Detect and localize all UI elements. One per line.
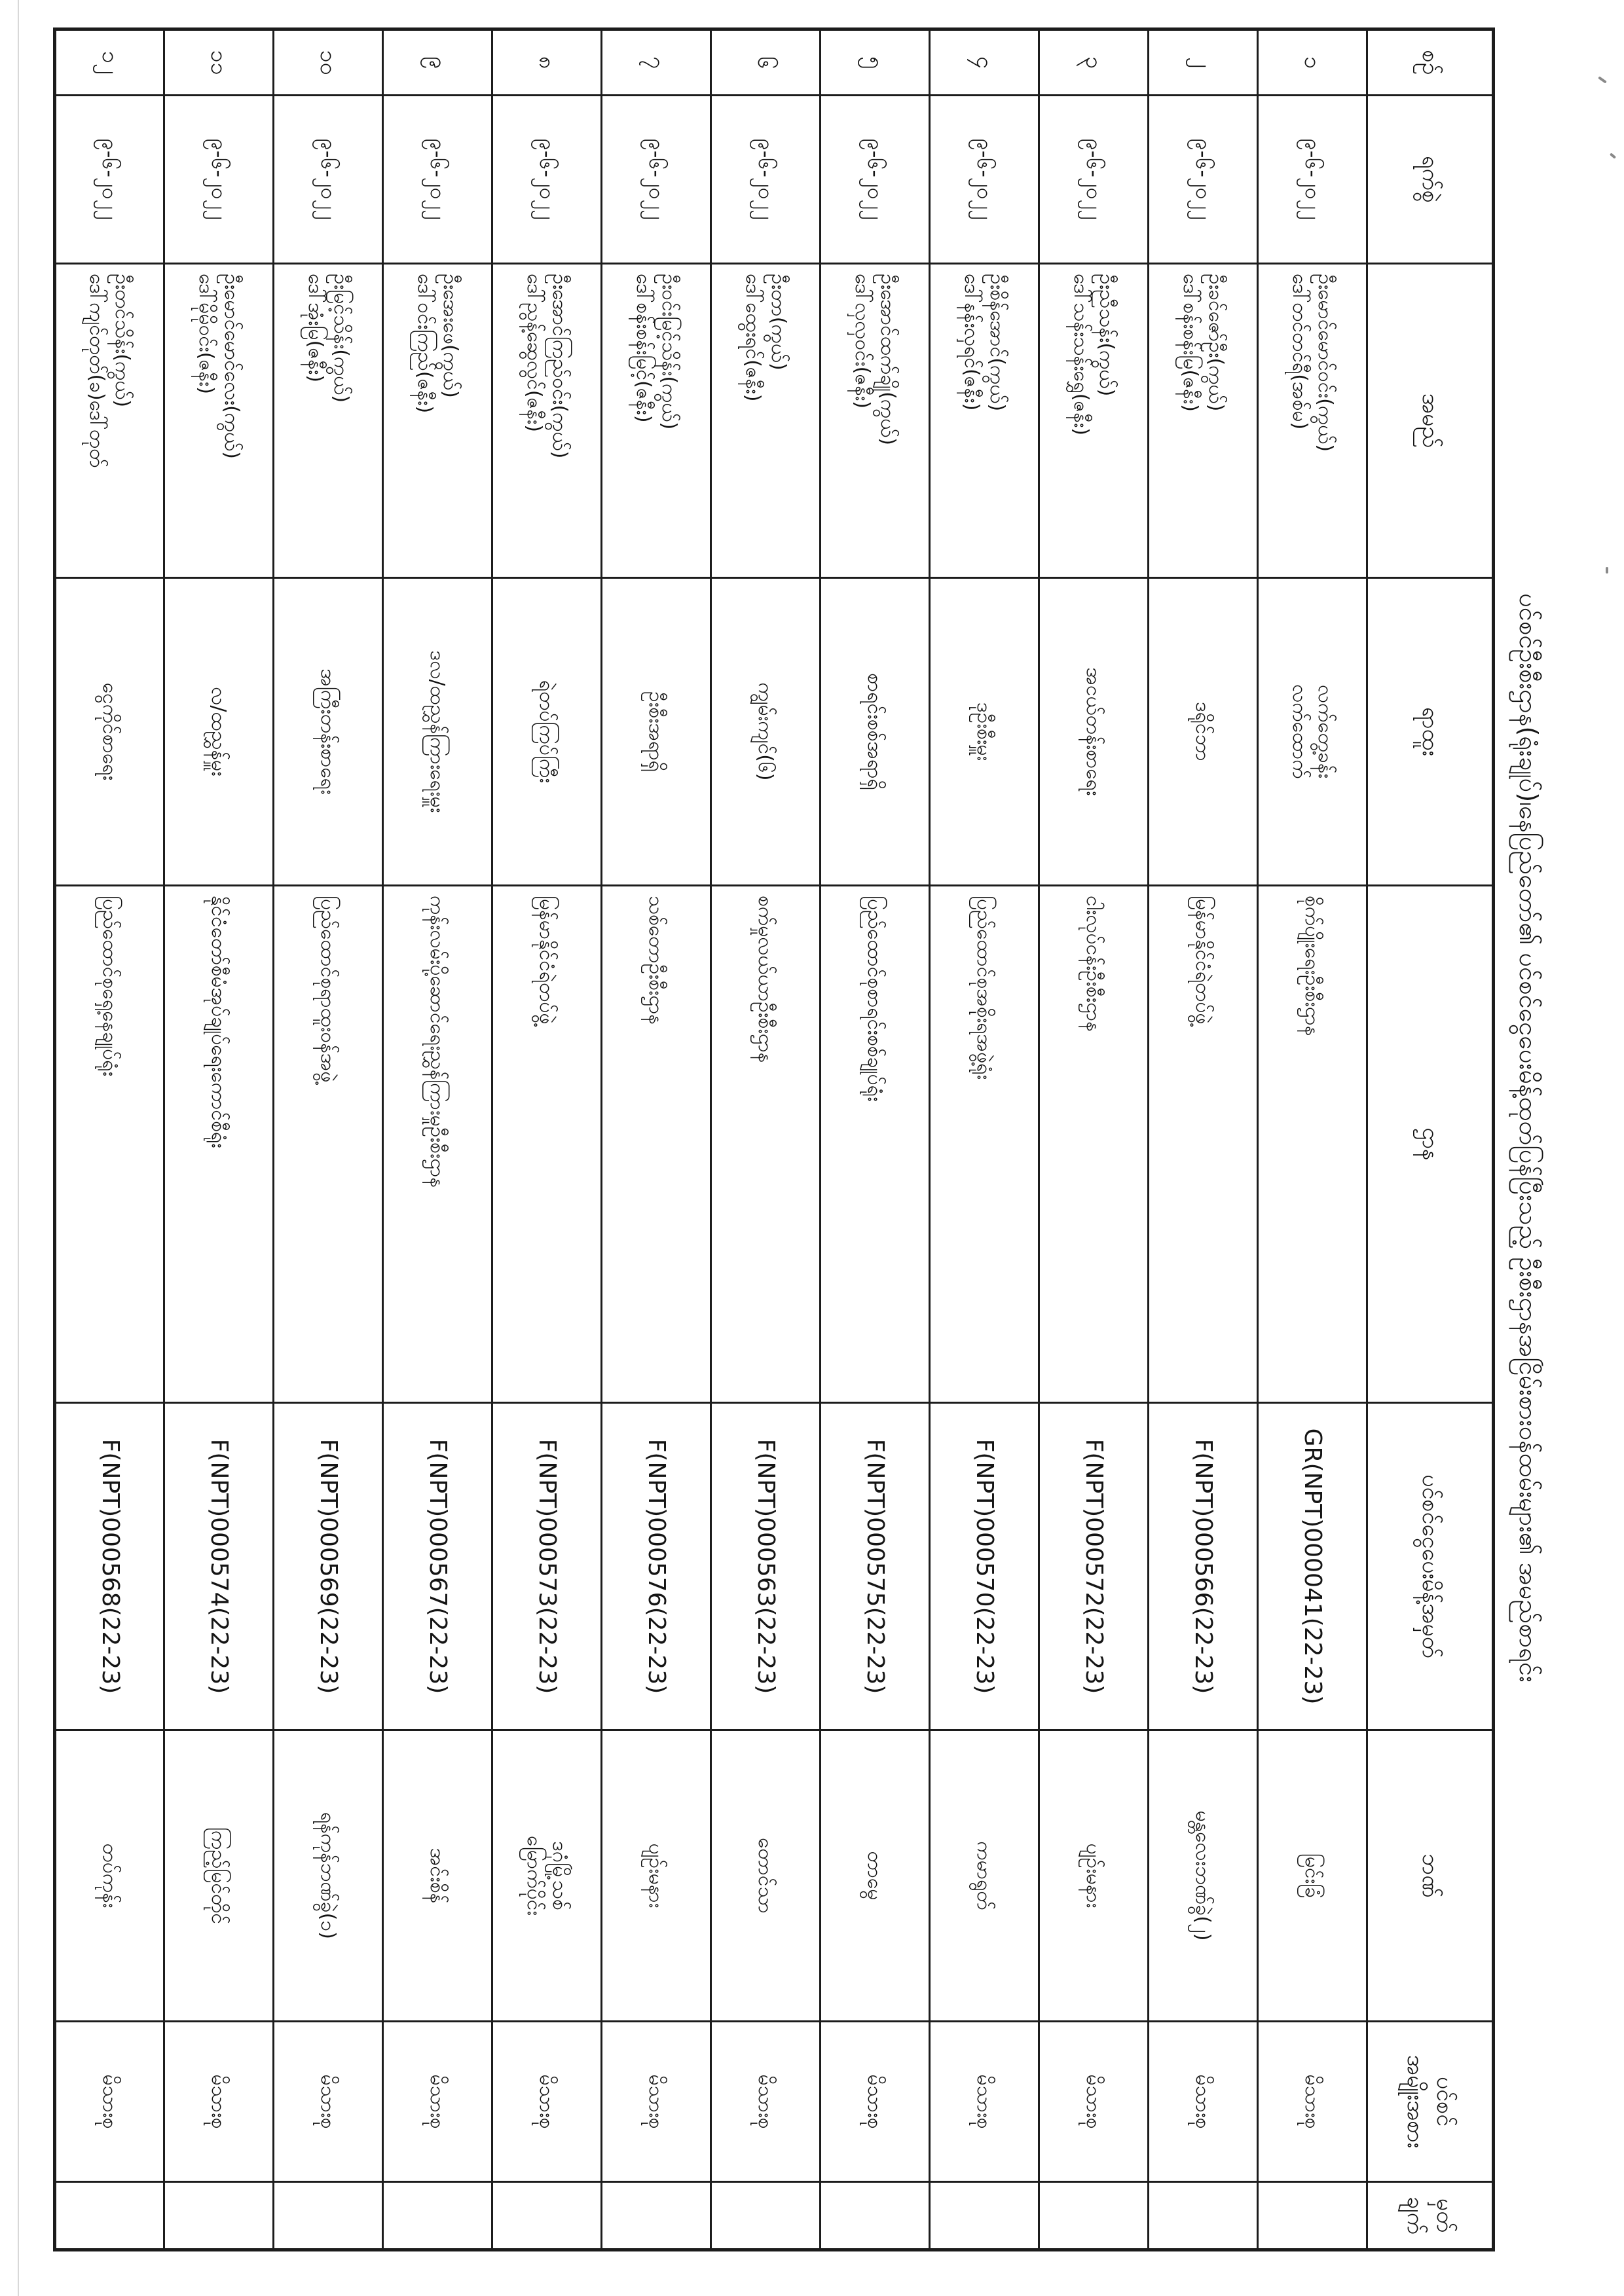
cell-pension_no: F(NPT)000563(22-23) (711, 1403, 821, 1730)
cell-serial: ၈ (492, 29, 602, 96)
cell-bank: တောင်သာ (711, 1730, 821, 2022)
table-row (1039, 29, 1149, 2250)
cell-remark (274, 2182, 383, 2250)
cell-pension_no: F(NPT)000572(22-23) (1039, 1403, 1149, 1730)
cell-department: ပြည်ထောင်စုစာရင်းစစ်ချုပ်ရုံး (821, 886, 930, 1403)
cell-pension_type: မိသားစု (602, 2022, 711, 2182)
header-row (1367, 29, 1494, 2250)
cell-serial: ၉ (383, 29, 492, 96)
cell-name: ဦးအေးဖေ(ကွယ်) ဒေါ်ဝင်းကြည်(ဇနီး) (383, 264, 492, 578)
table-row (930, 29, 1039, 2250)
cell-department: ကုန်းလမ်းပို့ဆောင်ရေးညွှန်ကြားမှုဦးစီးဌာန (383, 886, 492, 1403)
cell-remark (383, 2182, 492, 2250)
cell-pension_no: F(NPT)000566(22-23) (1149, 1403, 1258, 1730)
cell-pension_no: F(NPT)000567(22-23) (383, 1403, 492, 1730)
cell-bank: ဒဂုံမြို့သစ် မြောက်ပိုင်း (492, 1730, 602, 2022)
cell-pension_type: မိသားစု (55, 2022, 164, 2182)
cell-bank: မန္တလေးဘဏ်ခွဲ(၂) (1149, 1730, 1258, 2022)
cell-serial: ၂ (1149, 29, 1258, 96)
cell-name: ဦးတာ(ကွယ်) ဒေါ်ထွေးရင်(ဇနီး) (711, 264, 821, 578)
cell-bank: တာမွေ (821, 1730, 930, 2022)
scan-speck (1606, 567, 1608, 574)
cell-position: လက်တွေ့ခန်း လက်ထောက် (1258, 578, 1367, 886)
cell-remark (1258, 2182, 1367, 2250)
col-header-pension_no: ပင်စင်ငွေပေးမိန့်အမှတ် (1367, 1403, 1494, 1730)
cell-pension_type: မိသားစု (821, 2022, 930, 2182)
cell-pension_type: မိသားစု (1039, 2022, 1149, 2182)
cell-date: ၉-၆-၂၀၂၂ (164, 96, 274, 264)
rotated-landscape-content (39, 0, 1545, 2276)
cell-date: ၉-၆-၂၀၂၂ (1039, 96, 1149, 264)
cell-department: ပြည်ထောင်စုရှေ့နေချုပ်ရုံး (55, 886, 164, 1403)
cell-department: စက်မှုလယ်ယာဦးစီးဌာန (711, 886, 821, 1403)
scan-speck (1610, 153, 1616, 158)
cell-pension_type: မိသားစု (1149, 2022, 1258, 2182)
cell-bank: ကမာရွတ် (930, 1730, 1039, 2022)
table-row (274, 29, 383, 2250)
cell-remark (1039, 2182, 1149, 2250)
cell-date: ၉-၆-၂၀၂၂ (492, 96, 602, 264)
cell-bank: မြင်းခြံ (1258, 1730, 1367, 2022)
cell-position: ဒုဦးစီးမှူး (930, 578, 1039, 886)
cell-position: အငယ်တန်းစာရေး (1039, 578, 1149, 886)
cell-date: ၉-၆-၂၀၂၂ (274, 96, 383, 264)
cell-date: ၉-၆-၂၀၂၂ (55, 96, 164, 264)
col-header-remark: မှတ် ချက် (1367, 2182, 1494, 2250)
cell-position: အကြီးတန်းစာရေး (274, 578, 383, 886)
cell-serial: ၆ (711, 29, 821, 96)
table-row (492, 29, 602, 2250)
cell-pension_type: မိသားစု (930, 2022, 1039, 2182)
col-header-date: ရက်စွဲ (1367, 96, 1494, 264)
cell-department: နိုင်ငံတော်စီမံအုပ်ချုပ်ရေးကောင်စီရုံး (164, 886, 274, 1403)
cell-name: ဦးအောင်ကြည်ဝင်း(ကွယ်) ဒေါ်ညွန့်ဆွေလွင်(ဇနီး) (492, 264, 602, 578)
cell-date: ၉-၆-၂၀၂၂ (383, 96, 492, 264)
cell-pension_no: F(NPT)000573(22-23) (492, 1403, 602, 1730)
cell-bank: တပ်ကုန်း (55, 1730, 164, 2022)
cell-date: ၉-၆-၂၀၂၂ (1258, 96, 1367, 264)
cell-department: ပြည်ထောင်စုရာထူးဝန်အဖွဲ့ (274, 886, 383, 1403)
table-row (1149, 29, 1258, 2250)
cell-department: ငါးလုပ်ငန်းဦးစီးဌာန (1039, 886, 1149, 1403)
cell-pension_no: F(NPT)000569(22-23) (274, 1403, 383, 1730)
cell-date: ၉-၆-၂၀၂၂ (1149, 96, 1258, 264)
cell-remark (1149, 2182, 1258, 2250)
page-edge-shadow (18, 0, 19, 2296)
cell-department: မြန်မာနိုင်ငံရဲတပ်ဖွဲ့ (1149, 886, 1258, 1403)
col-header-serial: စဉ် (1367, 29, 1494, 96)
table-row (383, 29, 492, 2250)
cell-pension_no: F(NPT)000576(22-23) (602, 1403, 711, 1730)
cell-position: ဒလ/ထညွှန်ကြားရေးမှူး (383, 578, 492, 886)
col-header-pension_type: ပင်စင် အမျိုးအစား (1367, 2022, 1494, 2182)
col-header-bank: ဘဏ် (1367, 1730, 1494, 2022)
cell-serial: ၁၂ (55, 29, 164, 96)
cell-serial: ၅ (821, 29, 930, 96)
pension-list-table (53, 27, 1495, 2251)
cell-position: ကျွမ်းကျင်(၆) (711, 578, 821, 886)
cell-remark (164, 2182, 274, 2250)
col-header-position: ရာထူး (1367, 578, 1494, 886)
col-header-department: ဌာန (1367, 886, 1494, 1403)
cell-department: စိုက်ပျိုးရေးဦးစီးဌာန (1258, 886, 1367, 1403)
cell-bank: ပျဉ်းမနား (602, 1730, 711, 2022)
cell-date: ၉-၆-၂၀၂၂ (821, 96, 930, 264)
cell-position: လ/ထညွှန်မှူး (164, 578, 274, 886)
cell-name: ဦးစိန်အောင်(ကွယ်) ဒေါ်နန်းလှရင်(ဇနီး) (930, 264, 1039, 578)
table-row (164, 29, 274, 2250)
cell-name: ဦးမောင်မောင်ဝင်း(ကွယ်) ဒေါ်တင်တင်ရီ(အစ်မ) (1258, 264, 1367, 578)
cell-pension_type: မိသားစု (492, 2022, 602, 2182)
cell-pension_no: F(NPT)000575(22-23) (821, 1403, 930, 1730)
cell-serial: ၇ (602, 29, 711, 96)
cell-name: ဦးမြင့်သိန်း(ကွယ်) ဒေါ်အုံးမြ(ဇနီး) (274, 264, 383, 578)
cell-department: သစ်တောဦးစီးဌာန (602, 886, 711, 1403)
cell-name: ဦးအောင်ထက်ချို(ကွယ်) ဒေါ်လှလှဝင်း(ဇနီး) (821, 264, 930, 578)
cell-pension_no: F(NPT)000568(22-23) (55, 1403, 164, 1730)
cell-remark (492, 2182, 602, 2250)
cell-bank: ရန်ကုန်ဘဏ်ခွဲ(၁) (274, 1730, 383, 2022)
cell-bank: ပျဉ်းမနား (1039, 1730, 1149, 2022)
cell-remark (711, 2182, 821, 2250)
cell-bank: ကြည့်မြင်တိုင် (164, 1730, 274, 2022)
cell-remark (602, 2182, 711, 2250)
cell-position: ငွေကိုင်စာရေး (55, 578, 164, 886)
cell-bank: အင်းစိန် (383, 1730, 492, 2022)
cell-position: ဦးစီးအရာရှိ (602, 578, 711, 886)
table-row (602, 29, 711, 2250)
cell-position: ဒရိုင်ဘာ (1149, 578, 1258, 886)
cell-remark (821, 2182, 930, 2250)
cell-pension_type: မိသားစု (274, 2022, 383, 2182)
cell-date: ၉-၆-၂၀၂၂ (930, 96, 1039, 264)
cell-pension_type: မိသားစု (164, 2022, 274, 2182)
cell-pension_type: မိသားစု (383, 2022, 492, 2182)
cell-serial: ၁ (1258, 29, 1367, 96)
table-row (821, 29, 930, 2250)
table-row (55, 29, 164, 2250)
cell-remark (930, 2182, 1039, 2250)
cell-pension_no: F(NPT)000574(22-23) (164, 1403, 274, 1730)
cell-date: ၉-၆-၂၀၂၂ (602, 96, 711, 264)
cell-pension_type: မိသားစု (711, 2022, 821, 2182)
cell-serial: ၁၁ (164, 29, 274, 96)
cell-name: ဦးညီသန်း(ကွယ်) ဒေါ်သန်းသန်းရွှေ(ဇနီး) (1039, 264, 1149, 578)
cell-pension_no: GR(NPT)000041(22-23) (1258, 1403, 1367, 1730)
col-header-name: အမည် (1367, 264, 1494, 578)
cell-department: ပြည်ထောင်စုအစိုးရအဖွဲ့ရုံး (930, 886, 1039, 1403)
table-row (711, 29, 821, 2250)
table-row (1258, 29, 1367, 2250)
cell-name: ဦးဝင်းမြင့်သိန်း(ကွယ်) ဒေါ်စန်းစန်းမြင့်(ဇနီး) (602, 264, 711, 578)
cell-name: ဦးခင်ဇော်ဦး(ကွယ်) ဒေါ်စန်းစန်းမြ(ဇနီး) (1149, 264, 1258, 578)
cell-name: ဦးမောင်မောင်လေး(ကွယ်) ဒေါ်မိုမိုဝင်း(ဇနီး) (164, 264, 274, 578)
cell-position: ရဲတပ်ကြပ်ကြီး (492, 578, 602, 886)
cell-date: ၉-၆-၂၀၂၂ (711, 96, 821, 264)
cell-serial: ၃ (1039, 29, 1149, 96)
cell-department: မြန်မာနိုင်ငံရဲတပ်ဖွဲ့ (492, 886, 602, 1403)
cell-name: ဦးတင်သိန်း(ကွယ်) ဒေါ်ကျင်တုတ်(ခ)ဒေါ်တုတ် (55, 264, 164, 578)
cell-pension_no: F(NPT)000570(22-23) (930, 1403, 1039, 1730)
cell-pension_type: မိသားစု (1258, 2022, 1367, 2182)
cell-serial: ၁၀ (274, 29, 383, 96)
page-title: ပင်စင်ဦးစီးဌာန(ရုံးချုပ်)၊နေပြည်တော်၏ ပင်စင်ငွေပေးမိန့်ထုတ်ပြန်ပြီးသည့် ဦးစီးဌာနအငြိမ်းစားဝန်ထမ်းများ၏ အမည်စာရင်း (1514, 593, 1543, 1683)
cell-serial: ၄ (930, 29, 1039, 96)
cell-position: စာရင်းစစ်အရာရှိ (821, 578, 930, 886)
scan-speck (1598, 76, 1607, 83)
cell-remark (55, 2182, 164, 2250)
